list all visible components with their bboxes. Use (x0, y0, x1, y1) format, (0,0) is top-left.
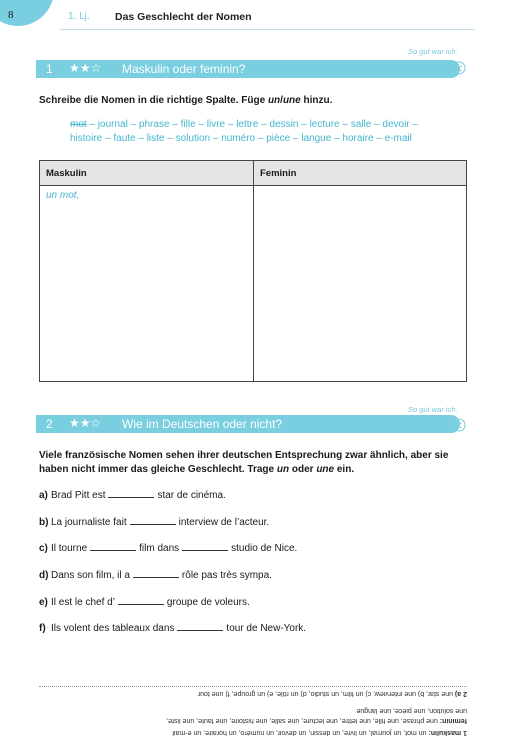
answer-blank[interactable] (133, 569, 179, 578)
page-number: 8 (8, 9, 14, 21)
answer-blank[interactable] (108, 489, 154, 498)
answer-blank[interactable] (90, 542, 136, 551)
solution-line: 1 maskulin: un mot, un journal, un livre, un dessin, un devoir, un numéro, un horaire, un e-mail (172, 729, 467, 736)
exercise-2-header (36, 415, 460, 433)
exercise-title: Maskulin oder feminin? (122, 62, 246, 76)
page-title: Das Geschlecht der Nomen (115, 11, 252, 23)
exercise-item: e) Il est le chef d’ groupe de voleurs. (39, 597, 250, 608)
difficulty-stars-icon: ★★☆ (69, 61, 102, 75)
example-answer: un mot, (46, 190, 80, 201)
exercise-2-instruction: Viele französische Nomen sehen ihrer deutschen Entsprechung zwar ähnlich, aber sie haben nicht immer das gleiche Geschlecht. Trage un oder une ein. (39, 450, 449, 475)
exercise-item: d) Dans son film, il a rôle pas très sympa. (39, 570, 272, 581)
column-header-feminine: Feminin (260, 168, 297, 179)
answer-blank[interactable] (130, 516, 176, 525)
solution-line: une solution, une pièce, une langue (356, 707, 467, 714)
solution-line: feminin: une phrase, une fille, une lettre, une lecture, une salle, une histoire, une faute, une liste, (166, 717, 467, 724)
header-divider (60, 29, 475, 30)
solutions-divider (39, 686, 467, 687)
exercise-item: f) Ils volent des tableaux dans tour de New-York. (39, 623, 307, 634)
exercise-item: c) Il tourne film dans studio de Nice. (39, 543, 298, 554)
word-bank (70, 118, 450, 146)
exercise-number: 2 (46, 417, 53, 431)
column-header-masculine: Maskulin (46, 168, 87, 179)
answer-blank[interactable] (118, 596, 164, 605)
exercise-item: b) La journaliste fait interview de l’acteur. (39, 517, 270, 528)
column-divider (253, 161, 254, 381)
answer-blank[interactable] (177, 622, 223, 631)
gender-table (39, 160, 467, 382)
exercise-title: Wie im Deutschen oder nicht? (122, 417, 283, 431)
answer-blank[interactable] (182, 542, 228, 551)
exercise-number: 1 (46, 62, 53, 76)
difficulty-stars-icon: ★★☆ (69, 416, 102, 430)
exercise-1-header (36, 60, 460, 78)
word-bank-line: mot – journal – phrase – fille – livre – lettre – dessin – lecture – salle – devoir – (70, 119, 418, 130)
self-rating-label: So gut war ich. (408, 405, 458, 414)
struck-word: mot (70, 119, 87, 130)
solution-line: 2 a) une star, b) une interview, c) un film, un studio, d) un rôle, e) un groupe, f) une tour (197, 690, 467, 697)
exercise-item: a) Brad Pitt est star de cinéma. (39, 490, 226, 501)
word-bank-line: histoire – faute – liste – solution – numéro – pièce – langue – horaire – e-mail (70, 133, 412, 144)
self-rating-label: So gut war ich. (408, 47, 458, 56)
grade-label: 1. Lj. (68, 11, 90, 22)
exercise-1-instruction: Schreibe die Nomen in die richtige Spalte. Füge un/une hinzu. (39, 95, 333, 106)
